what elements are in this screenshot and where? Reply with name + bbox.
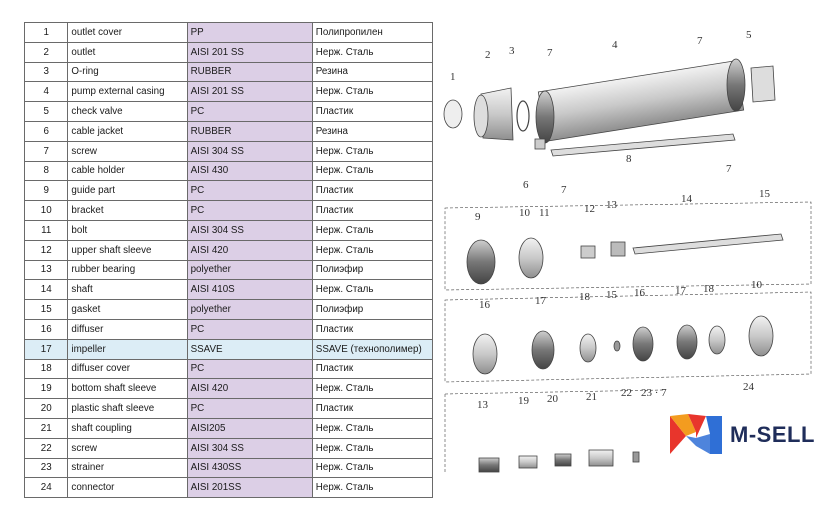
part-material-ru: Пластик [312,399,432,419]
part-number: 17 [25,339,68,359]
part-material: AISI 201 SS [187,42,312,62]
part-name: diffuser [68,319,187,339]
section-3 [445,292,811,382]
part-material: PC [187,359,312,379]
callout-22: 22 [621,387,632,399]
part-name: shaft coupling [68,418,187,438]
part-name: cable jacket [68,121,187,141]
bracket-drawing [519,238,543,278]
top-assembly [444,59,775,156]
pump-casing-part [538,61,743,142]
part-material: PC [187,319,312,339]
part-number: 8 [25,161,68,181]
table-row [25,161,433,181]
outlet-cover-part [444,100,462,128]
callout-5: 5 [746,29,752,41]
section-3-callouts [479,279,763,311]
part-material-ru: Полиэфир [312,300,432,320]
part-name: screw [68,141,187,161]
section-2-callouts [475,188,771,223]
part-material-ru: Пластик [312,181,432,201]
part-number: 14 [25,280,68,300]
part-number: 1 [25,23,68,43]
table-row [25,82,433,102]
m-sell-logo-text: M-SELL [730,422,815,447]
callout-18: 18 [579,291,590,303]
part-material-ru: Нерж. Сталь [312,478,432,498]
callout-18: 18 [703,283,714,295]
part-number: 18 [25,359,68,379]
part-material-ru: Нерж. Сталь [312,280,432,300]
callout-21: 21 [586,391,597,403]
part-name: plastic shaft sleeve [68,399,187,419]
part-material: polyether [187,260,312,280]
table-row [25,300,433,320]
table-row [25,418,433,438]
part-material: RUBBER [187,121,312,141]
table-row [25,42,433,62]
part-material: AISI 304 SS [187,220,312,240]
part-number: 21 [25,418,68,438]
callout-11: 11 [539,207,550,219]
table-row [25,62,433,82]
part-material-ru: Резина [312,62,432,82]
callout-10: 10 [519,207,530,219]
part-number: 4 [25,82,68,102]
part-material-ru: Нерж. Сталь [312,458,432,478]
part-number: 20 [25,399,68,419]
part-material-ru: Нерж. Сталь [312,220,432,240]
part-name: bottom shaft sleeve [68,379,187,399]
part-name: upper shaft sleeve [68,240,187,260]
part-material-ru: Пластик [312,102,432,122]
table-row [25,201,433,221]
part-number: 15 [25,300,68,320]
part-name: check valve [68,102,187,122]
callout-8: 8 [626,153,632,165]
part-number: 13 [25,260,68,280]
part-name: cable holder [68,161,187,181]
part-material-ru: Нерж. Сталь [312,42,432,62]
part-name: connector [68,478,187,498]
callout-3: 3 [509,45,515,57]
callout-24: 24 [743,381,754,393]
callout-6: 6 [523,179,529,191]
part-name: gasket [68,300,187,320]
table-row [25,359,433,379]
part-material: AISI205 [187,418,312,438]
callout-4: 4 [612,39,618,51]
part-material-ru: Нерж. Сталь [312,418,432,438]
part-number: 22 [25,438,68,458]
parts-table [24,22,433,498]
cable-jacket-part [535,139,545,149]
table-row [25,379,433,399]
part-material-ru: Нерж. Сталь [312,161,432,181]
part-material: PC [187,181,312,201]
part-material: AISI 304 SS [187,438,312,458]
table-row [25,102,433,122]
callout-7: 7 [561,184,567,196]
callout-19: 19 [518,395,529,407]
section-2 [445,202,811,290]
part-material-ru: Нерж. Сталь [312,240,432,260]
part-name: O-ring [68,62,187,82]
part-material: AISI 410S [187,280,312,300]
part-material-ru: Полиэфир [312,260,432,280]
part-material: SSAVE [187,339,312,359]
callout-13: 13 [606,199,617,211]
part-material-ru: Пластик [312,359,432,379]
part-number: 9 [25,181,68,201]
table-row [25,280,433,300]
cable-holder-part [551,134,735,156]
o-ring-part [517,101,529,131]
rubber-bearing-drawing [611,242,625,256]
part-material-ru: Нерж. Сталь [312,438,432,458]
callout-9: 9 [475,211,481,223]
part-material-ru: Нерж. Сталь [312,82,432,102]
guide-part-drawing [467,240,495,284]
part-name: strainer [68,458,187,478]
part-material: AISI 420 [187,379,312,399]
part-number: 10 [25,201,68,221]
table-row [25,438,433,458]
table-row [25,399,433,419]
part-material: AISI 201SS [187,478,312,498]
part-material-ru: Пластик [312,201,432,221]
callout-1: 1 [450,71,456,83]
callout-20: 20 [547,393,558,405]
part-material-ru: Резина [312,121,432,141]
part-material: PC [187,102,312,122]
callout-12: 12 [584,203,595,215]
table-row [25,220,433,240]
callout-15: 15 [606,289,617,301]
part-name: outlet cover [68,23,187,43]
callout-10: 10 [751,279,762,291]
part-name: screw [68,438,187,458]
callout-7: 7 [726,163,732,175]
callout-7: 7 [697,35,703,47]
part-number: 7 [25,141,68,161]
m-sell-logo-mark [666,406,726,462]
part-material: AISI 420 [187,240,312,260]
part-number: 23 [25,458,68,478]
part-name: outlet [68,42,187,62]
part-number: 3 [25,62,68,82]
callout-2: 2 [485,49,491,61]
table-row [25,458,433,478]
part-name: bolt [68,220,187,240]
check-valve-part [751,66,775,102]
part-name: diffuser cover [68,359,187,379]
callout-17: 17 [535,295,546,307]
part-material: polyether [187,300,312,320]
table-row [25,181,433,201]
callout-7: 7 [547,47,553,59]
part-material: AISI 304 SS [187,141,312,161]
part-number: 16 [25,319,68,339]
part-number: 6 [25,121,68,141]
table-row [25,23,433,43]
part-number: 12 [25,240,68,260]
part-material-ru: Пластик [312,319,432,339]
callout-15: 15 [759,188,770,200]
part-name: bracket [68,201,187,221]
part-name: guide part [68,181,187,201]
part-name: impeller [68,339,187,359]
upper-shaft-sleeve-drawing [581,246,595,258]
callout-14: 14 [681,193,692,205]
table-row [25,121,433,141]
part-material-ru: Нерж. Сталь [312,379,432,399]
shaft-drawing [633,234,783,254]
part-material: PC [187,399,312,419]
parts-table-body [25,23,433,498]
part-number: 11 [25,220,68,240]
table-row [25,260,433,280]
part-number: 19 [25,379,68,399]
part-material-ru: Нерж. Сталь [312,141,432,161]
callout-16: 16 [479,299,490,311]
m-sell-logo [664,404,840,464]
table-row [25,319,433,339]
table-row [25,339,433,359]
part-material: AISI 430 [187,161,312,181]
callout-17: 17 [675,285,686,297]
part-number: 5 [25,102,68,122]
table-row [25,240,433,260]
table-row [25,141,433,161]
callout-16: 16 [634,287,645,299]
table-row [25,478,433,498]
part-material: PC [187,201,312,221]
part-name: rubber bearing [68,260,187,280]
part-name: pump external casing [68,82,187,102]
part-material: PP [187,23,312,43]
part-material: RUBBER [187,62,312,82]
part-name: shaft [68,280,187,300]
part-number: 24 [25,478,68,498]
part-material: AISI 430SS [187,458,312,478]
part-material: AISI 201 SS [187,82,312,102]
part-material-ru: Полипропилен [312,23,432,43]
part-material-ru: SSAVE (технополимер) [312,339,432,359]
part-number: 2 [25,42,68,62]
callout-13: 13 [477,399,488,411]
callout-23: 23 · 7 [641,387,667,399]
